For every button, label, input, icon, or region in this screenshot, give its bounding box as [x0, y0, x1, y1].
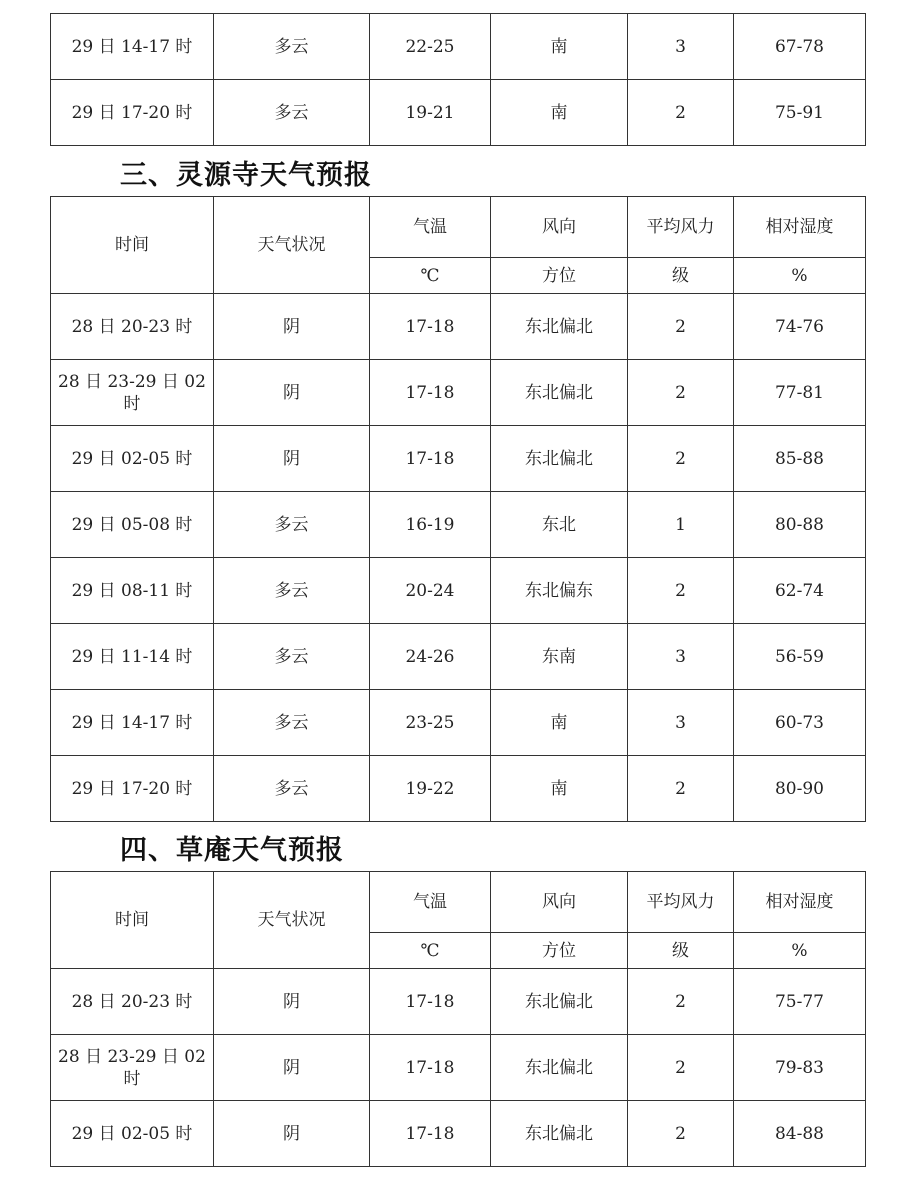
- weather-cell: 多云: [214, 80, 370, 146]
- header-time: 时间: [51, 197, 214, 294]
- forecast-table-caoan: [50, 871, 866, 1167]
- header-wind-dir: 风向: [491, 197, 628, 258]
- weather-cell: 阴: [214, 426, 370, 492]
- humidity-cell: 56-59: [734, 624, 866, 690]
- wind-force-cell: 3: [628, 14, 734, 80]
- forecast-table-top: [50, 13, 866, 146]
- table-row: [51, 624, 866, 690]
- weather-cell: 阴: [214, 294, 370, 360]
- table-row: [51, 294, 866, 360]
- time-cell: 29 日 17-20 时: [51, 756, 214, 822]
- table-row: [51, 1035, 866, 1101]
- wind-dir-cell: 东南: [491, 624, 628, 690]
- temp-cell: 19-21: [370, 80, 491, 146]
- table-row: [51, 426, 866, 492]
- wind-dir-cell: 东北偏北: [491, 294, 628, 360]
- header-temp: 气温: [370, 197, 491, 258]
- unit-temp: ℃: [370, 258, 491, 294]
- header-humidity: 相对湿度: [734, 197, 866, 258]
- temp-cell: 17-18: [370, 969, 491, 1035]
- time-cell: 29 日 05-08 时: [51, 492, 214, 558]
- wind-dir-cell: 南: [491, 690, 628, 756]
- wind-dir-cell: 东北偏北: [491, 1101, 628, 1167]
- humidity-cell: 62-74: [734, 558, 866, 624]
- wind-dir-cell: 东北偏北: [491, 360, 628, 426]
- header-row: [51, 197, 866, 258]
- wind-dir-cell: 东北偏北: [491, 426, 628, 492]
- unit-humidity: %: [734, 933, 866, 969]
- table-row: [51, 1101, 866, 1167]
- wind-dir-cell: 东北偏北: [491, 1035, 628, 1101]
- forecast-table-lingyuan: [50, 196, 866, 822]
- table-row: [51, 690, 866, 756]
- temp-cell: 22-25: [370, 14, 491, 80]
- wind-force-cell: 2: [628, 294, 734, 360]
- table-row: [51, 360, 866, 426]
- humidity-cell: 67-78: [734, 14, 866, 80]
- temp-cell: 17-18: [370, 426, 491, 492]
- wind-force-cell: 2: [628, 558, 734, 624]
- header-temp: 气温: [370, 872, 491, 933]
- time-cell: 29 日 08-11 时: [51, 558, 214, 624]
- temp-cell: 20-24: [370, 558, 491, 624]
- humidity-cell: 84-88: [734, 1101, 866, 1167]
- section-title-caoan: 四、草庵天气预报: [120, 835, 344, 866]
- unit-wind-dir: 方位: [491, 258, 628, 294]
- weather-cell: 多云: [214, 690, 370, 756]
- humidity-cell: 80-90: [734, 756, 866, 822]
- table-row: [51, 80, 866, 146]
- weather-cell: 阴: [214, 969, 370, 1035]
- header-weather: 天气状况: [214, 197, 370, 294]
- unit-wind-force: 级: [628, 258, 734, 294]
- time-cell: 28 日 23-29 日 02 时: [51, 360, 214, 426]
- wind-force-cell: 2: [628, 756, 734, 822]
- time-cell: 29 日 02-05 时: [51, 1101, 214, 1167]
- header-wind-dir: 风向: [491, 872, 628, 933]
- weather-cell: 阴: [214, 360, 370, 426]
- header-wind-force: 平均风力: [628, 197, 734, 258]
- humidity-cell: 60-73: [734, 690, 866, 756]
- temp-cell: 17-18: [370, 1035, 491, 1101]
- weather-cell: 多云: [214, 756, 370, 822]
- time-cell: 29 日 17-20 时: [51, 80, 214, 146]
- wind-force-cell: 2: [628, 360, 734, 426]
- table-row: [51, 492, 866, 558]
- wind-force-cell: 2: [628, 80, 734, 146]
- header-weather: 天气状况: [214, 872, 370, 969]
- time-cell: 29 日 02-05 时: [51, 426, 214, 492]
- table-row: [51, 558, 866, 624]
- time-cell: 29 日 14-17 时: [51, 690, 214, 756]
- weather-cell: 多云: [214, 624, 370, 690]
- table-row: [51, 14, 866, 80]
- section-title-lingyuan: 三、灵源寺天气预报: [120, 160, 372, 191]
- wind-force-cell: 2: [628, 426, 734, 492]
- weather-cell: 多云: [214, 14, 370, 80]
- header-time: 时间: [51, 872, 214, 969]
- table-row: [51, 756, 866, 822]
- temp-cell: 17-18: [370, 360, 491, 426]
- unit-wind-dir: 方位: [491, 933, 628, 969]
- wind-dir-cell: 东北偏北: [491, 969, 628, 1035]
- wind-dir-cell: 东北: [491, 492, 628, 558]
- humidity-cell: 75-77: [734, 969, 866, 1035]
- temp-cell: 19-22: [370, 756, 491, 822]
- wind-dir-cell: 南: [491, 80, 628, 146]
- wind-force-cell: 2: [628, 1035, 734, 1101]
- wind-force-cell: 3: [628, 624, 734, 690]
- temp-cell: 17-18: [370, 1101, 491, 1167]
- weather-cell: 多云: [214, 558, 370, 624]
- humidity-cell: 85-88: [734, 426, 866, 492]
- time-cell: 28 日 20-23 时: [51, 294, 214, 360]
- temp-cell: 16-19: [370, 492, 491, 558]
- temp-cell: 23-25: [370, 690, 491, 756]
- unit-wind-force: 级: [628, 933, 734, 969]
- unit-humidity: %: [734, 258, 866, 294]
- table-row: [51, 969, 866, 1035]
- wind-force-cell: 2: [628, 969, 734, 1035]
- wind-dir-cell: 南: [491, 14, 628, 80]
- humidity-cell: 80-88: [734, 492, 866, 558]
- wind-force-cell: 3: [628, 690, 734, 756]
- header-row: [51, 872, 866, 933]
- header-humidity: 相对湿度: [734, 872, 866, 933]
- time-cell: 28 日 20-23 时: [51, 969, 214, 1035]
- weather-cell: 阴: [214, 1035, 370, 1101]
- time-cell: 29 日 14-17 时: [51, 14, 214, 80]
- humidity-cell: 79-83: [734, 1035, 866, 1101]
- weather-cell: 多云: [214, 492, 370, 558]
- time-cell: 29 日 11-14 时: [51, 624, 214, 690]
- wind-dir-cell: 南: [491, 756, 628, 822]
- wind-force-cell: 1: [628, 492, 734, 558]
- wind-dir-cell: 东北偏东: [491, 558, 628, 624]
- weather-cell: 阴: [214, 1101, 370, 1167]
- header-wind-force: 平均风力: [628, 872, 734, 933]
- temp-cell: 24-26: [370, 624, 491, 690]
- humidity-cell: 77-81: [734, 360, 866, 426]
- wind-force-cell: 2: [628, 1101, 734, 1167]
- humidity-cell: 74-76: [734, 294, 866, 360]
- unit-temp: ℃: [370, 933, 491, 969]
- time-cell: 28 日 23-29 日 02 时: [51, 1035, 214, 1101]
- temp-cell: 17-18: [370, 294, 491, 360]
- humidity-cell: 75-91: [734, 80, 866, 146]
